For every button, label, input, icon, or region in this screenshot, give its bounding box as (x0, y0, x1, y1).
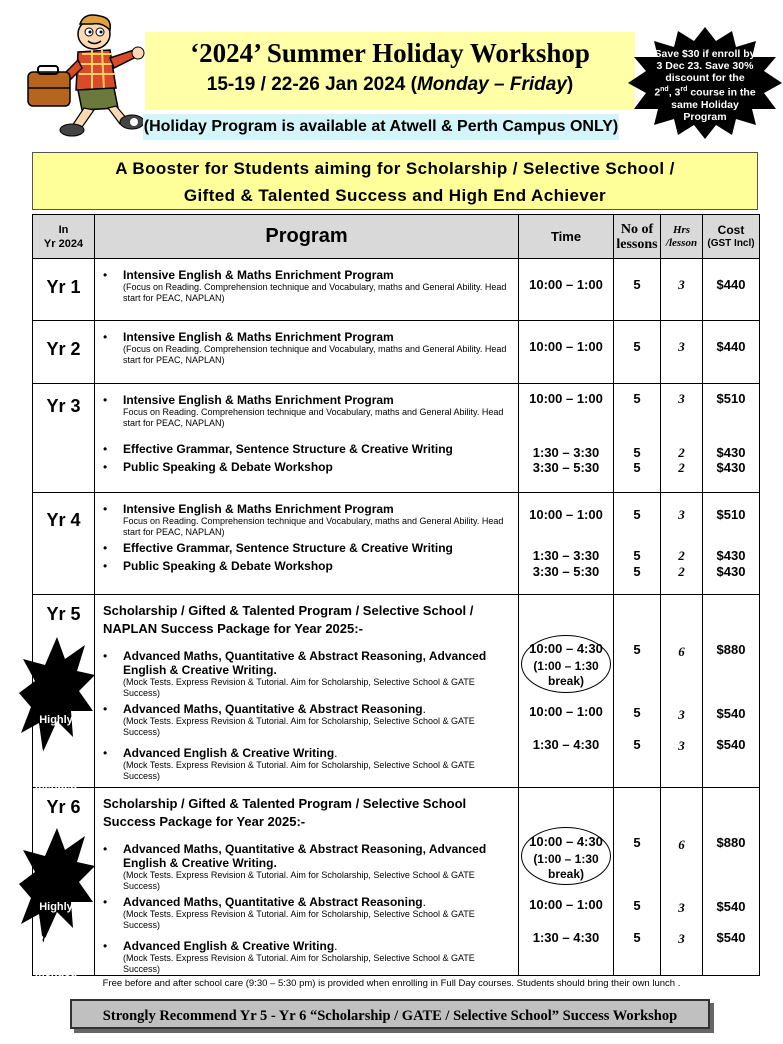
hrs-value: 2 (678, 548, 685, 563)
workshop-dates (145, 74, 635, 96)
program-desc: Focus on Reading. Comprehension technique and Vocabulary, maths and General Ability. Head start for PEAC, NAPLAN) (123, 407, 504, 428)
strong-recommend-box: Strongly Recommend Yr 5 - Yr 6 “Scholarship / GATE / Selective School” Success Workshop (70, 999, 710, 1029)
program-title-dot: . (334, 939, 338, 953)
program-cell (95, 259, 519, 321)
time-cell (519, 259, 614, 321)
header-lessons-top: No of (620, 221, 654, 237)
time-value: 10:00 – 1:00 (529, 507, 603, 522)
package-title (95, 795, 518, 831)
time-value: 10:00 – 1:00 (529, 391, 603, 406)
booster-line: Gifted & Talented Success and High End Achiever (183, 186, 607, 205)
program-title-dot: . (334, 746, 338, 760)
program-title: Advanced English & Creative Writing (123, 939, 335, 953)
header-cost-bottom: (GST Incl) (707, 237, 755, 249)
program-title: • Advanced Maths, Quantitative & Abstract Reasoning, Advanced English & Creative Writing. (123, 842, 487, 870)
hrs-cell (661, 321, 703, 384)
program-title: Advanced Maths, Quantitative & Abstract Reasoning (123, 702, 423, 716)
list-item (95, 842, 518, 892)
running-student-illustration (22, 10, 152, 140)
days-text: Monday – Friday (416, 74, 567, 95)
lessons-value: 5 (633, 898, 641, 913)
header-hrs-bottom: /lesson (665, 236, 698, 249)
program-title: • Advanced Maths, Quantitative & Abstract Reasoning, Advanced English & Creative Writing. (123, 649, 487, 677)
cost-value: $510 (716, 391, 746, 406)
hrs-value: 3 (678, 738, 685, 753)
table-row (33, 321, 760, 384)
time-value: 3:30 – 5:30 (532, 460, 600, 475)
hrs-value: 3 (678, 339, 685, 354)
table-header-row (33, 215, 760, 259)
lessons-value: 5 (633, 705, 641, 720)
program-desc: (Focus on Reading. Comprehension technique and Vocabulary, maths and General Ability. Head start for PEAC, NAPLAN) (123, 282, 507, 303)
hrs-value: 6 (678, 837, 685, 852)
program-desc: (Mock Tests. Express Revision & Tutorial. Aim for Scholarship, Selective School & GATE Success) (123, 953, 475, 974)
program-title: • Public Speaking & Debate Workshop (123, 559, 333, 573)
booster-line: A Booster for Students aiming for Scholarship / Selective School / (115, 159, 675, 178)
program-desc: (Mock Tests. Express Revision & Tutorial. Aim for Scholarship, Selective School & GATE Success) (123, 909, 475, 930)
lessons-cell (614, 595, 661, 788)
header-cost-top: Cost (717, 222, 745, 237)
cost-value: $440 (716, 339, 746, 354)
header-lessons (614, 215, 661, 259)
cost-cell (703, 384, 760, 493)
discount-line: 2nd, 3rd course in the (654, 86, 756, 99)
year-cell (33, 493, 95, 595)
discount-line: 3 Dec 23. Save 30% (656, 60, 754, 72)
package-line: Scholarship / Gifted & Talented Program / Selective School / (103, 603, 474, 618)
lessons-value: 5 (633, 642, 641, 657)
cost-value: $430 (716, 564, 746, 579)
time-break: break) (547, 674, 585, 688)
booster-banner (32, 152, 758, 210)
time-break: break) (547, 867, 585, 881)
cost-value: $440 (716, 277, 746, 292)
hrs-cell (661, 595, 703, 788)
time-value: 1:30 – 3:30 (532, 548, 600, 563)
time-value: 10:00 – 1:00 (529, 704, 603, 719)
table-row (33, 384, 760, 493)
year-label: Yr 1 (46, 277, 81, 297)
header-year-top: In (58, 223, 69, 236)
discount-line: Program (683, 110, 727, 123)
cost-cell (703, 788, 760, 976)
header-hrs (661, 215, 703, 259)
header-year-bottom: Yr 2024 (43, 237, 84, 250)
table-row (33, 595, 760, 788)
lessons-value: 5 (633, 737, 641, 752)
program-desc: (Mock Tests. Express Revision & Tutorial. Aim for Scholarship, Selective School & GATE Success) (123, 760, 475, 781)
program-title: Advanced Maths, Quantitative & Abstract Reasoning (123, 895, 423, 909)
cost-value: $540 (716, 737, 746, 752)
list-item (95, 541, 518, 555)
badge-line: mended (34, 780, 78, 792)
table-row (33, 493, 760, 595)
cost-value: $430 (716, 445, 746, 460)
program-title: • Intensive English & Maths Enrichment Program (123, 502, 394, 516)
cost-cell (703, 595, 760, 788)
cost-value: $430 (716, 460, 746, 475)
list-item (95, 746, 518, 782)
page-title: ‘2024’ Summer Holiday Workshop (190, 38, 590, 68)
list-item (95, 393, 518, 429)
lessons-cell (614, 384, 661, 493)
lessons-value: 5 (633, 548, 641, 563)
hrs-value: 2 (678, 564, 685, 579)
badge-line: Recom- (35, 934, 77, 946)
discount-line: Save $30 if enroll by (654, 48, 756, 60)
list-item (95, 702, 518, 738)
program-cell (95, 788, 519, 976)
time-cell (519, 384, 614, 493)
header-time: Time (519, 215, 614, 259)
list-item (95, 649, 518, 699)
hrs-value: 6 (678, 644, 685, 659)
cost-value: $430 (716, 548, 746, 563)
lessons-value: 5 (633, 339, 641, 354)
time-break: (1:00 – 1:30 (533, 659, 599, 673)
lessons-value: 5 (633, 835, 641, 850)
cost-value: $510 (716, 507, 746, 522)
hrs-cell (661, 384, 703, 493)
highly-recommended-text (23, 695, 89, 794)
program-cell (95, 384, 519, 493)
list-item (95, 460, 518, 474)
program-title: Advanced English & Creative Writing (123, 746, 335, 760)
header-lessons-bottom: lessons (616, 236, 658, 252)
footnote: Free before and after school care (9:30 – 5:30 pm) is provided when enrolling in Full Day courses. Students should bring their own lunch . (102, 978, 681, 989)
program-table (32, 214, 760, 979)
title-box (145, 32, 635, 110)
header-hrs-top: Hrs (672, 223, 691, 236)
time-value: 1:30 – 4:30 (532, 737, 600, 752)
year-cell (33, 321, 95, 384)
program-title: • Effective Grammar, Sentence Structure & Creative Writing (123, 541, 453, 555)
time-cell (519, 595, 614, 788)
time-value: 10:00 – 1:00 (529, 339, 603, 354)
discount-line: same Holiday (671, 98, 739, 111)
lessons-value: 5 (633, 460, 641, 475)
list-item (95, 442, 518, 456)
cost-cell (703, 259, 760, 321)
program-title-dot: . (422, 895, 426, 909)
list-item (95, 559, 518, 573)
time-value: 10:00 – 4:30 (529, 834, 603, 849)
time-cell (519, 493, 614, 595)
time-value: 10:00 – 1:00 (529, 277, 603, 292)
time-value: 10:00 – 1:00 (529, 897, 603, 912)
year-cell (33, 259, 95, 321)
table-row (33, 259, 760, 321)
package-line: NAPLAN Success Package for Year 2025:- (103, 621, 363, 636)
lessons-cell (614, 259, 661, 321)
lessons-cell (614, 493, 661, 595)
lessons-value: 5 (633, 391, 641, 406)
highly-recommended-text (23, 882, 89, 981)
cost-cell (703, 321, 760, 384)
year-cell (33, 384, 95, 493)
hrs-cell (661, 493, 703, 595)
program-desc: (Mock Tests. Express Revision & Tutorial. Aim for Scholarship, Selective School & GATE Success) (123, 716, 475, 737)
time-cell (519, 788, 614, 976)
lessons-value: 5 (633, 564, 641, 579)
year-label: Yr 5 (46, 604, 81, 624)
lessons-cell (614, 321, 661, 384)
year-label: Yr 2 (46, 339, 81, 359)
time-value: 1:30 – 4:30 (532, 930, 600, 945)
package-line: Scholarship / Gifted & Talented Program / Selective School (103, 796, 467, 811)
program-title: • Intensive English & Maths Enrichment Program (123, 268, 394, 282)
badge-line: Recom- (35, 747, 77, 759)
dates-text: 15-19 / 22-26 Jan 2024 ( (206, 74, 417, 95)
holiday-note: (Holiday Program is available at Atwell & Perth Campus ONLY) (143, 114, 619, 140)
cost-value: $880 (716, 835, 746, 850)
cost-cell (703, 493, 760, 595)
time-value: 3:30 – 5:30 (532, 564, 600, 579)
program-desc: (Mock Tests. Express Revision & Tutorial. Aim for Scholarship, Selective School & GATE Success) (123, 870, 475, 891)
cost-value: $540 (716, 899, 746, 914)
lessons-cell (614, 788, 661, 976)
hrs-value: 3 (678, 507, 685, 522)
list-item (95, 330, 518, 366)
package-line: Success Package for Year 2025:- (103, 814, 306, 829)
year-label: Yr 6 (46, 797, 81, 817)
program-title-dot: . (422, 702, 426, 716)
program-desc: (Focus on Reading. Comprehension technique and Vocabulary, maths and General Ability. Head start for PEAC, NAPLAN) (123, 344, 507, 365)
hrs-cell (661, 259, 703, 321)
hrs-cell (661, 788, 703, 976)
time-value: 1:30 – 3:30 (532, 445, 600, 460)
badge-line: Highly (39, 901, 73, 913)
year-cell (33, 595, 95, 792)
hrs-value: 3 (678, 391, 685, 406)
time-value: 10:00 – 4:30 (529, 641, 603, 656)
badge-line: mended (34, 967, 78, 979)
discount-text (640, 48, 770, 123)
dates-close: ) (566, 74, 574, 95)
list-item (95, 895, 518, 931)
program-title: • Effective Grammar, Sentence Structure & Creative Writing (123, 442, 453, 456)
program-cell (95, 321, 519, 384)
program-desc: (Mock Tests. Express Revision & Tutorial. Aim for Scholarship, Selective School & GATE Success) (123, 677, 475, 698)
time-break: (1:00 – 1:30 (533, 852, 599, 866)
program-desc: Focus on Reading. Comprehension technique and Vocabulary, maths and General Ability. Head start for PEAC, NAPLAN) (123, 516, 504, 537)
list-item (95, 268, 518, 304)
discount-line: discount for the (665, 72, 745, 84)
hrs-value: 3 (678, 931, 685, 946)
list-item (95, 939, 518, 975)
cost-value: $540 (716, 706, 746, 721)
table-row (33, 788, 760, 976)
hrs-value: 2 (678, 460, 685, 475)
time-cell (519, 321, 614, 384)
lessons-value: 5 (633, 277, 641, 292)
lessons-value: 5 (633, 507, 641, 522)
year-label: Yr 4 (46, 510, 81, 530)
hrs-value: 3 (678, 707, 685, 722)
cost-value: $540 (716, 930, 746, 945)
cost-value: $880 (716, 642, 746, 657)
hrs-value: 3 (678, 900, 685, 915)
lessons-value: 5 (633, 445, 641, 460)
hrs-value: 2 (678, 445, 685, 460)
header-cost (703, 215, 760, 259)
lessons-value: 5 (633, 930, 641, 945)
header-program: Program (95, 215, 519, 259)
header-year (33, 215, 95, 259)
program-title: • Intensive English & Maths Enrichment Program (123, 393, 394, 407)
year-cell (33, 788, 95, 979)
program-title: • Intensive English & Maths Enrichment Program (123, 330, 394, 344)
package-title (95, 602, 518, 638)
list-item (95, 502, 518, 538)
hrs-value: 3 (678, 277, 685, 292)
badge-line: Highly (39, 714, 73, 726)
program-title: • Public Speaking & Debate Workshop (123, 460, 333, 474)
program-cell (95, 595, 519, 788)
program-cell (95, 493, 519, 595)
year-label: Yr 3 (46, 396, 81, 416)
